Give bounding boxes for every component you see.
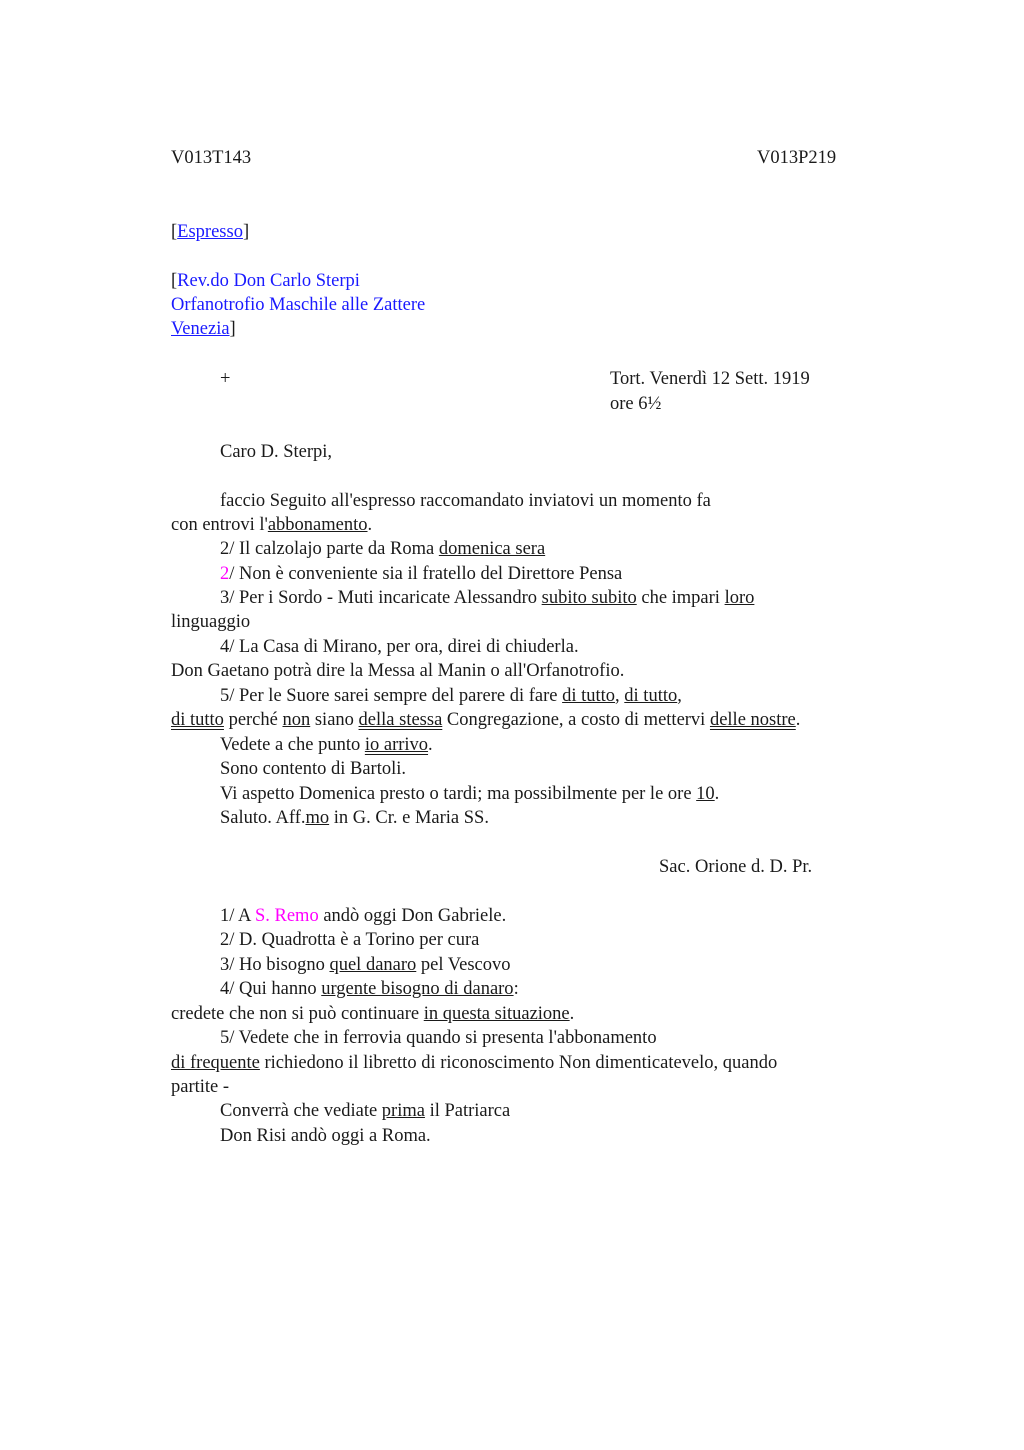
body-line: Don Gaetano potrà dire la Messa al Manin o all'Orfanotrofio. <box>171 661 625 681</box>
body-line: con entrovi l'abbonamento. <box>171 515 373 535</box>
body-line: Vi aspetto Domenica presto o tardi; ma possibilmente per le ore 10. <box>220 784 720 804</box>
postscript-item-5: 5/ Vedete che in ferrovia quando si presenta l'abbonamento <box>220 1028 657 1048</box>
postscript-line: Converrà che vediate prima il Patriarca <box>220 1101 511 1121</box>
body-line: linguaggio <box>171 612 251 632</box>
closing-line: Saluto. Aff.mo in G. Cr. e Maria SS. <box>220 808 489 828</box>
body-line: faccio Seguito all'espresso raccomandato inviatovi un momento fa <box>220 491 711 511</box>
postscript-item-1: 1/ A S. Remo andò oggi Don Gabriele. <box>220 906 507 926</box>
document-code-left: V013T143 <box>171 148 252 168</box>
letter-date: Tort. Venerdì 12 Sett. 1919 <box>610 369 810 389</box>
cross-symbol: + <box>220 369 231 389</box>
postscript-item-3: 3/ Ho bisogno quel danaro pel Vescovo <box>220 955 511 975</box>
body-item-4: 4/ La Casa di Mirano, per ora, direi di chiuderla. <box>220 637 579 657</box>
envelope-type-text: Espresso <box>177 222 243 242</box>
postscript-line: credete che non si può continuare in questa situazione. <box>171 1004 575 1024</box>
signature: Sac. Orione d. D. Pr. <box>659 857 813 877</box>
recipient-name: [Rev.do Don Carlo Sterpi <box>171 271 360 291</box>
envelope-type: [Espresso] <box>171 222 250 242</box>
body-item-5: 5/ Per le Suore sarei sempre del parere di fare di tutto, di tutto, <box>220 686 682 706</box>
salutation: Caro D. Sterpi, <box>220 442 333 462</box>
body-line: Vedete a che punto io arrivo. <box>220 735 433 755</box>
letter-time: ore 6½ <box>610 394 662 414</box>
recipient-city: Venezia] <box>171 319 236 339</box>
recipient-place: Orfanotrofio Maschile alle Zattere <box>171 295 426 315</box>
body-item-2: 2/ Il calzolajo parte da Roma domenica sera <box>220 539 546 559</box>
body-item-3: 3/ Per i Sordo - Muti incaricate Alessandro subito subito che impari loro <box>220 588 755 608</box>
body-line: di tutto perché non siano della stessa Congregazione, a costo di mettervi delle nostre. <box>171 710 801 730</box>
postscript-line: partite - <box>171 1077 230 1097</box>
document-code-right: V013P219 <box>757 148 837 168</box>
body-line: Sono contento di Bartoli. <box>220 759 407 779</box>
postscript-item-4: 4/ Qui hanno urgente bisogno di danaro: <box>220 979 519 999</box>
postscript-line: Don Risi andò oggi a Roma. <box>220 1126 431 1146</box>
postscript-line: di frequente richiedono il libretto di riconoscimento Non dimenticatevelo, quando <box>171 1053 778 1073</box>
postscript-item-2: 2/ D. Quadrotta è a Torino per cura <box>220 930 480 950</box>
body-item-2b: 2/ Non è conveniente sia il fratello del Direttore Pensa <box>220 564 623 584</box>
